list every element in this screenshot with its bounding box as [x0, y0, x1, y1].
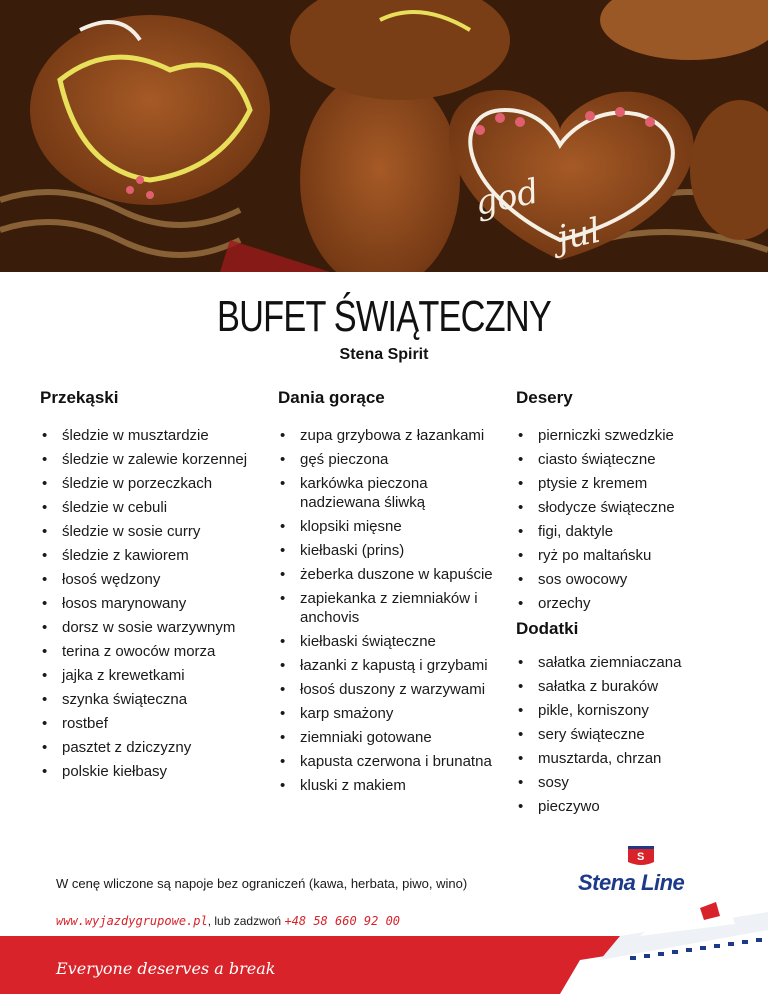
list-item: • kiełbaski świąteczne	[278, 632, 506, 651]
list-item: • pierniczki szwedzkie	[516, 426, 746, 445]
list-item: • śledzie w sosie curry	[40, 522, 265, 541]
list-item: • zapiekanka z ziemniaków i anchovis	[278, 589, 506, 627]
column-desserts-extras	[516, 388, 746, 821]
section-heading-hot: Dania gorące	[278, 388, 385, 407]
desserts-list	[516, 426, 746, 613]
section-heading-desserts: Desery	[516, 388, 573, 407]
list-item: • dorsz w sosie warzywnym	[40, 618, 265, 637]
extras-list	[516, 653, 746, 816]
list-item: • sery świąteczne	[516, 725, 746, 744]
list-item: • gęś pieczona	[278, 450, 506, 469]
list-item: • jajka z krewetkami	[40, 666, 265, 685]
column-starters	[40, 388, 265, 786]
list-item: • śledzie w cebuli	[40, 498, 265, 517]
ferry-ship-graphic	[560, 900, 768, 994]
list-item: • sałatka z buraków	[516, 677, 746, 696]
list-item: • śledzie z kawiorem	[40, 546, 265, 565]
gingerbread-man-cookie	[30, 15, 270, 205]
list-item: • pieczywo	[516, 797, 746, 816]
hot-dishes-list	[278, 426, 506, 795]
list-item: • łosos marynowany	[40, 594, 265, 613]
cookie-text-god: god	[471, 171, 543, 224]
list-item: • orzechy	[516, 594, 746, 613]
list-item: • łazanki z kapustą i grzybami	[278, 656, 506, 675]
list-item: • żeberka duszone w kapuście	[278, 565, 506, 584]
list-item: • szynka świąteczna	[40, 690, 265, 709]
list-item: • sałatka ziemniaczana	[516, 653, 746, 672]
section-heading-starters: Przekąski	[40, 388, 119, 407]
list-item: • kiełbaski (prins)	[278, 541, 506, 560]
list-item: • kluski z makiem	[278, 776, 506, 795]
list-item: • pasztet z dziczyzny	[40, 738, 265, 757]
list-item: • musztarda, chrzan	[516, 749, 746, 768]
contact-middle-text: , lub zadzwoń	[207, 914, 285, 928]
drinks-footnote: W cenę wliczone są napoje bez ograniczeń (kawa, herbata, piwo, wino)	[56, 876, 468, 891]
starters-list	[40, 426, 265, 781]
list-item: • ziemniaki gotowane	[278, 728, 506, 747]
phone-number[interactable]: +48 58 660 92 00	[284, 914, 401, 928]
list-item: • ciasto świąteczne	[516, 450, 746, 469]
list-item: • rostbef	[40, 714, 265, 733]
list-item: • łosoś duszony z warzywami	[278, 680, 506, 699]
page-title: BUFET ŚWIĄTECZNY	[217, 292, 551, 341]
website-link[interactable]: www.wyjazdygrupowe.pl	[56, 914, 208, 928]
hero-photo	[0, 0, 768, 272]
logo-text: Stena Line	[578, 870, 685, 895]
list-item: • karp smażony	[278, 704, 506, 723]
list-item: • karkówka pieczona nadziewana śliwką	[278, 474, 506, 512]
list-item: • polskie kiełbasy	[40, 762, 265, 781]
list-item: • terina z owoców morza	[40, 642, 265, 661]
list-item: • słodycze świąteczne	[516, 498, 746, 517]
list-item: • pikle, korniszony	[516, 701, 746, 720]
list-item: • śledzie w zalewie korzennej	[40, 450, 265, 469]
logo-badge-letter: S	[637, 851, 645, 863]
list-item: • zupa grzybowa z łazankami	[278, 426, 506, 445]
list-item: • śledzie w porzeczkach	[40, 474, 265, 493]
list-item: • sos owocowy	[516, 570, 746, 589]
list-item: • ryż po maltańsku	[516, 546, 746, 565]
contact-line	[56, 914, 400, 928]
gingerbread-cookies-image	[0, 0, 768, 272]
list-item: • ptysie z kremem	[516, 474, 746, 493]
column-hot-dishes	[278, 388, 506, 800]
list-item: • kapusta czerwona i brunatna	[278, 752, 506, 771]
list-item: • klopsiki mięsne	[278, 517, 506, 536]
page-subtitle: Stena Spirit	[339, 346, 429, 363]
list-item: • łosoś wędzony	[40, 570, 265, 589]
list-item: • figi, daktyle	[516, 522, 746, 541]
list-item: • sosy	[516, 773, 746, 792]
cookie-text-jul: jul	[553, 210, 605, 259]
tagline: Everyone deserves a break	[56, 959, 276, 978]
list-item: • śledzie w musztardzie	[40, 426, 265, 445]
section-heading-extras: Dodatki	[516, 619, 579, 638]
